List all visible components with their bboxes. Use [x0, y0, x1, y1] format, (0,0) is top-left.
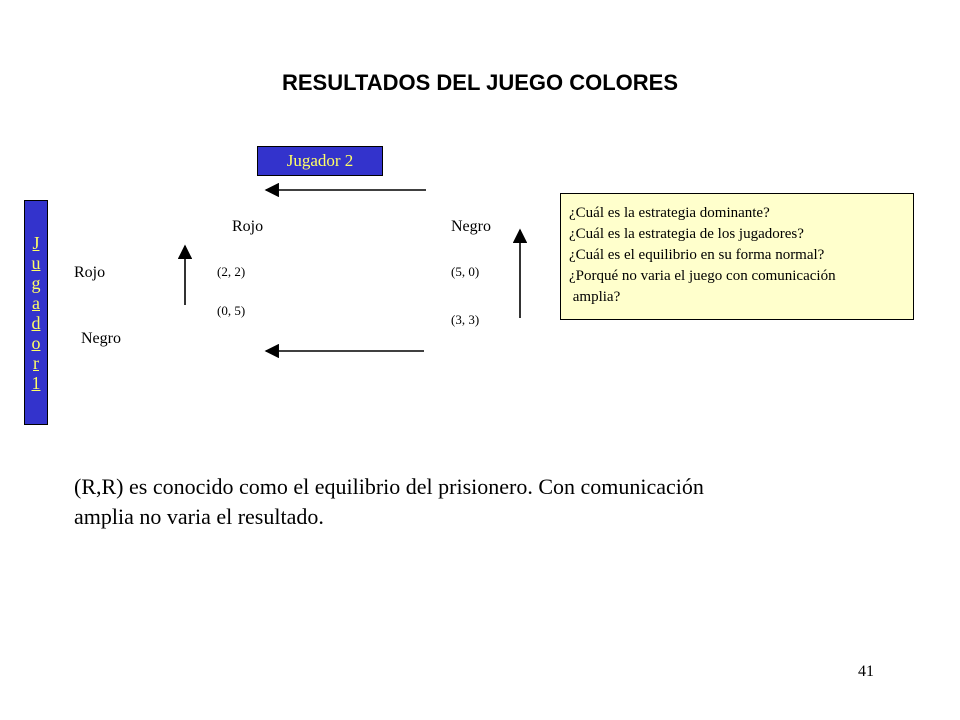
question-line: ¿Cuál es el equilibrio en su forma normal? [569, 247, 825, 263]
player-2-label-box: Jugador 2 [257, 146, 383, 176]
player-1-letter: g [31, 272, 41, 293]
questions-note-box [560, 193, 914, 320]
conclusion-line-2: amplia no varia el resultado. [74, 504, 324, 529]
conclusion-line-1: (R,R) es conocido como el equilibrio del prisionero. Con comunicación [74, 474, 704, 499]
player-1-letter: u [31, 252, 41, 273]
question-line: amplia? [569, 289, 621, 305]
question-line: ¿Porqué no varia el juego con comunicación [569, 268, 836, 284]
payoff-rojo-negro: (5, 0) [451, 264, 480, 279]
player-1-letter: J [32, 232, 40, 253]
column-label-rojo: Rojo [232, 218, 264, 235]
row-label-negro: Negro [81, 330, 121, 347]
payoff-negro-rojo: (0, 5) [217, 303, 246, 318]
player-1-letter: a [32, 292, 40, 313]
conclusion-text [74, 472, 874, 532]
player-1-letter: r [33, 352, 39, 373]
payoff-rojo-rojo: (2, 2) [217, 264, 246, 279]
question-line: ¿Cuál es la estrategia dominante? [569, 205, 770, 221]
player-1-letter: o [31, 332, 41, 353]
page-title: RESULTADOS DEL JUEGO COLORES [281, 70, 679, 95]
payoff-negro-negro: (3, 3) [451, 312, 480, 327]
player-1-letter: 1 [31, 372, 41, 393]
question-line: ¿Cuál es la estrategia de los jugadores? [569, 226, 804, 242]
page-number: 41 [858, 663, 874, 680]
player-1-letter: d [31, 312, 41, 333]
column-label-negro: Negro [451, 218, 491, 235]
row-label-rojo: Rojo [74, 264, 106, 281]
